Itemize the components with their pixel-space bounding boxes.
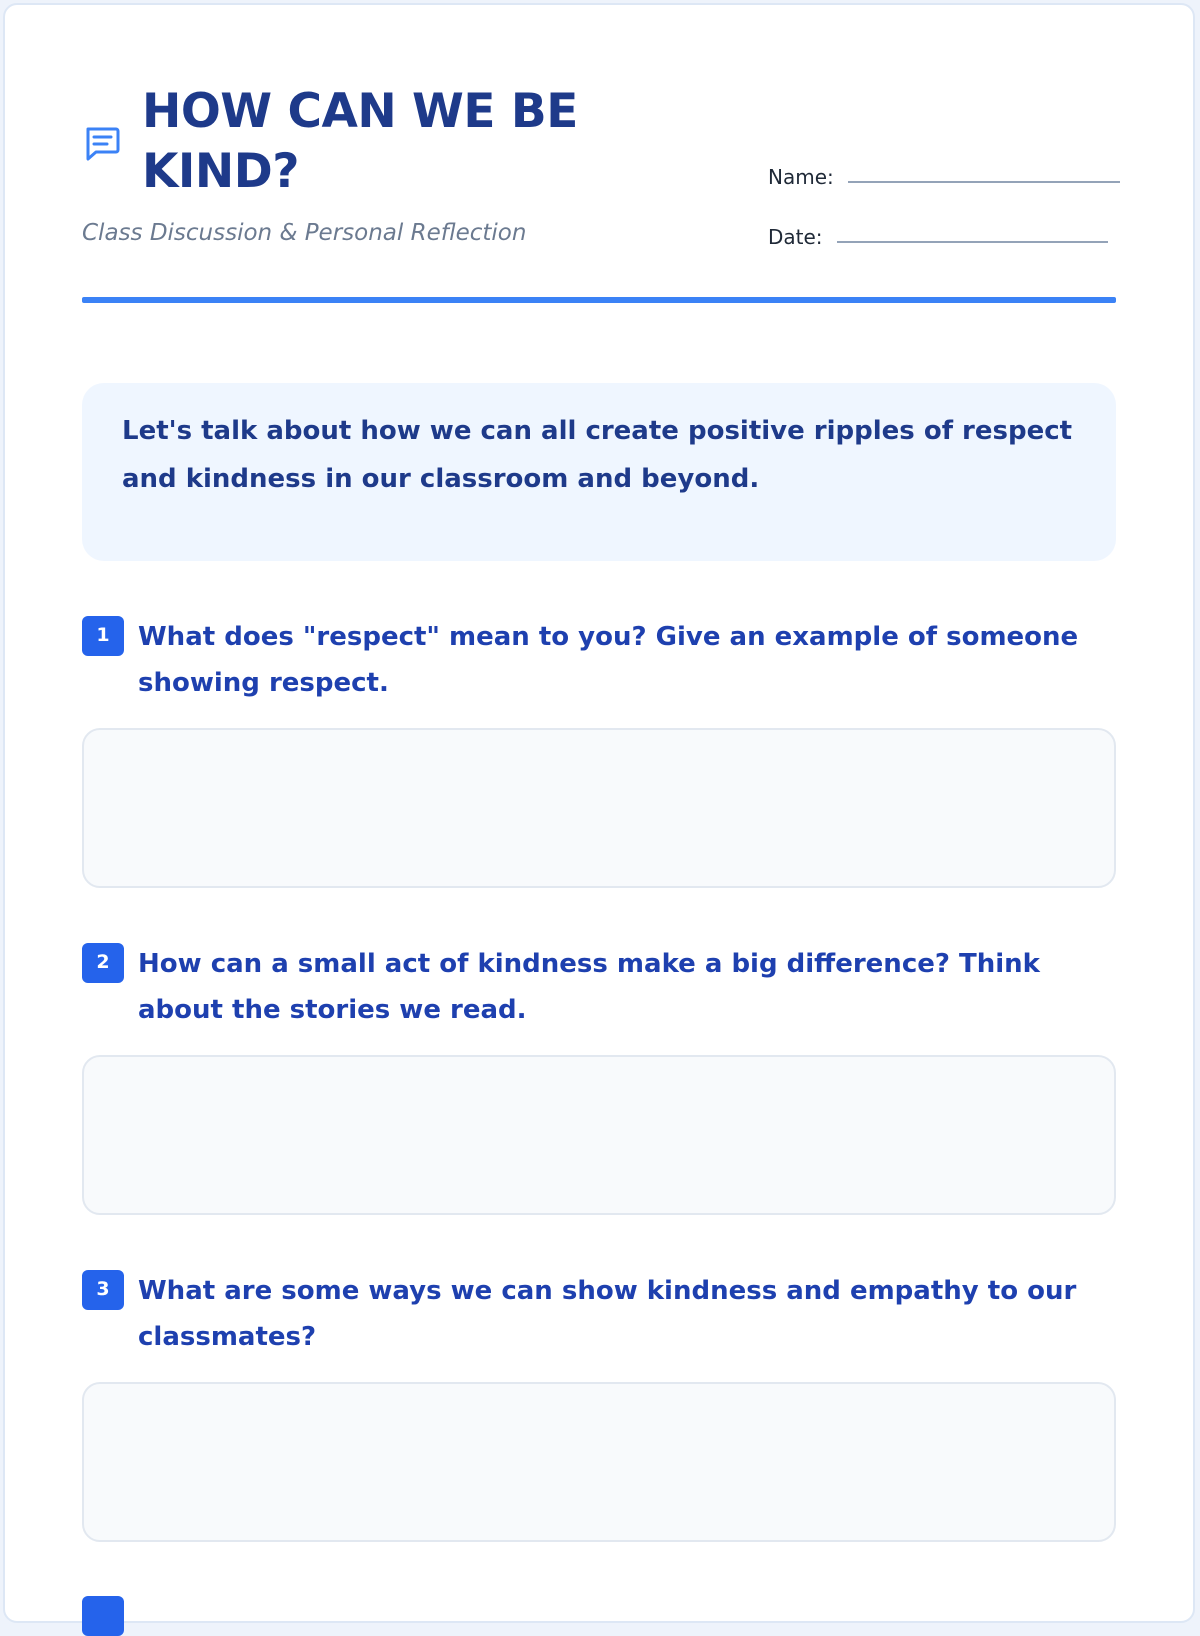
date-line[interactable] (837, 241, 1108, 243)
answer-box[interactable] (82, 728, 1116, 888)
chat-bubble-icon (82, 124, 122, 164)
answer-box[interactable] (82, 1382, 1116, 1542)
page-subtitle: Class Discussion & Personal Reflection (82, 220, 527, 246)
date-label: Date: (768, 225, 823, 249)
question-text: How can a small act of kindness make a big difference? Think about the stories we read. (138, 949, 1040, 1025)
question-number-badge: 3 (82, 1270, 124, 1310)
question-number-badge: 1 (82, 616, 124, 656)
name-label: Name: (768, 165, 834, 189)
intro-box: Let's talk about how we can all create positive ripples of respect and kindness in our classroom and beyond. (82, 383, 1116, 561)
question-text: What does "respect" mean to you? Give an example of someone showing respect. (138, 622, 1079, 698)
answer-box[interactable] (82, 1055, 1116, 1215)
date-field[interactable] (768, 225, 1108, 249)
question-number-badge: 2 (82, 943, 124, 983)
page-title: HOW CAN WE BE KIND? (142, 84, 578, 199)
name-field[interactable] (768, 165, 1120, 189)
name-line[interactable] (848, 181, 1120, 183)
question-number-badge (82, 1596, 124, 1636)
header-divider (82, 297, 1116, 303)
question-text: What are some ways we can show kindness and empathy to our classmates? (138, 1276, 1077, 1352)
